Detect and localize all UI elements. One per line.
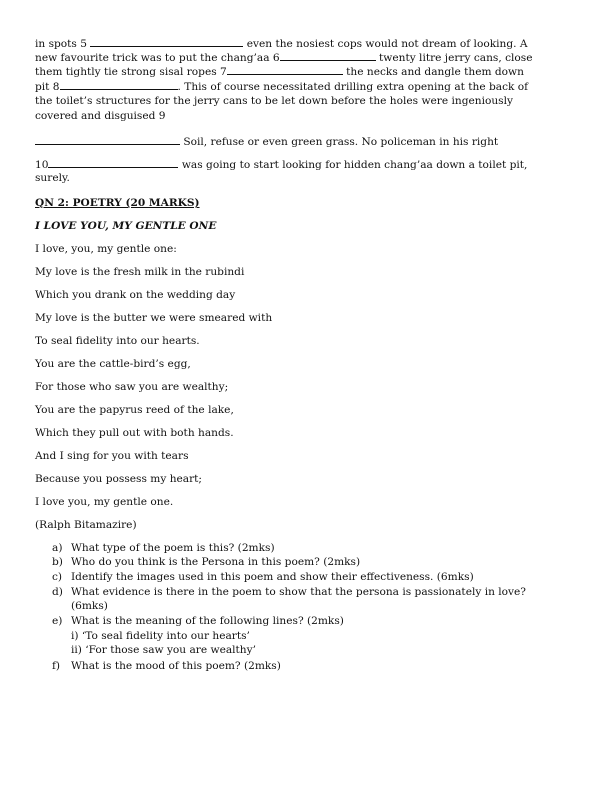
text: Soil, refuse or even green grass. No policeman in his right <box>183 136 499 148</box>
passage-line: covered and disguised 9 <box>35 110 166 122</box>
sub-question: i) ‘To seal fidelity into our hearts’ <box>71 630 250 642</box>
answer-blank-10[interactable] <box>48 157 178 168</box>
text: pit 8 <box>35 81 60 93</box>
poem-line: Which they pull out with both hands. <box>35 427 234 439</box>
passage-line <box>35 36 528 51</box>
question-text: What type of the poem is this? (2mks) <box>71 542 275 554</box>
question-label: f) <box>52 660 61 672</box>
sub-question: ii) ‘For those saw you are wealthy’ <box>71 644 256 656</box>
passage-line <box>35 157 527 172</box>
answer-blank-5[interactable] <box>90 36 243 47</box>
question-label: e) <box>52 615 63 627</box>
question-label: b) <box>52 556 63 568</box>
question-item <box>52 570 474 584</box>
poem-line: Which you drank on the wedding day <box>35 289 236 301</box>
passage-line <box>35 50 532 65</box>
poem-line: You are the cattle-bird’s egg, <box>35 358 191 370</box>
answer-blank-7[interactable] <box>227 64 343 75</box>
question-text: What is the meaning of the following lines? (2mks) <box>71 615 344 627</box>
passage-line: the toilet’s structures for the jerry cans to be let down before the holes were ingeniously <box>35 95 513 107</box>
text: even the nosiest cops would not dream of looking. A <box>246 38 528 50</box>
poem-line: I love you, my gentle one. <box>35 496 174 508</box>
poem-line: And I sing for you with tears <box>35 450 189 462</box>
poem-author: (Ralph Bitamazire) <box>35 519 137 531</box>
poem-line: For those who saw you are wealthy; <box>35 381 229 393</box>
text: . This of course necessitated drilling extra opening at the back of <box>177 81 529 93</box>
question-item <box>52 614 344 628</box>
text: 10 <box>35 159 49 171</box>
poem-line: You are the papyrus reed of the lake, <box>35 404 234 416</box>
answer-blank-8[interactable] <box>60 79 178 90</box>
poem-line: Because you possess my heart; <box>35 473 202 485</box>
question-item <box>52 541 275 555</box>
answer-blank-6[interactable] <box>280 50 376 61</box>
text: new favourite trick was to put the chang’aa 6 <box>35 52 280 64</box>
answer-blank-9[interactable] <box>35 134 180 145</box>
question-text: What is the mood of this poem? (2mks) <box>71 660 281 672</box>
poem-title: I LOVE YOU, MY GENTLE ONE <box>35 220 217 232</box>
question-text: Identify the images used in this poem and show their effectiveness. (6mks) <box>71 571 474 583</box>
poem-line: To seal fidelity into our hearts. <box>35 335 200 347</box>
passage-line: surely. <box>35 172 70 184</box>
question-label: a) <box>52 542 63 554</box>
question-item <box>52 659 281 673</box>
question-text: What evidence is there in the poem to show that the persona is passionately in love? <box>71 586 526 598</box>
question-item <box>52 555 360 569</box>
poem-line: My love is the butter we were smeared with <box>35 312 273 324</box>
section-heading: QN 2: POETRY (20 MARKS) <box>35 197 200 209</box>
text: twenty litre jerry cans, close <box>379 52 533 64</box>
passage-line <box>35 134 498 149</box>
question-text-continued: (6mks) <box>71 600 108 612</box>
question-item <box>52 585 526 599</box>
question-text: Who do you think is the Persona in this poem? (2mks) <box>71 556 361 568</box>
text: in spots 5 <box>35 38 87 50</box>
poem-line: My love is the fresh milk in the rubindi <box>35 266 245 278</box>
passage-line <box>35 79 528 94</box>
passage-line <box>35 64 524 79</box>
text: them tightly tie strong sisal ropes 7 <box>35 66 227 78</box>
question-label: c) <box>52 571 63 583</box>
poem-line: I love, you, my gentle one: <box>35 243 177 255</box>
question-label: d) <box>52 586 63 598</box>
text: the necks and dangle them down <box>346 66 524 78</box>
text: was going to start looking for hidden chang’aa down a toilet pit, <box>181 159 528 171</box>
